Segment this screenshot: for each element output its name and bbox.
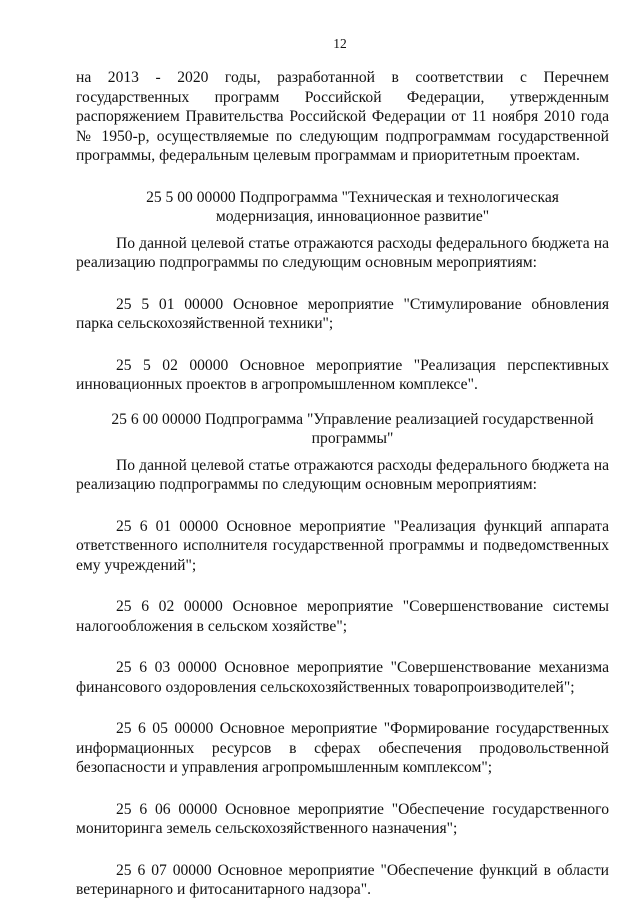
measure-25-6-05: 25 6 05 00000 Основное мероприятие "Формирование государственных информационных ресурсов в сферах обеспечения продовольственной безопасности и управления агропромышленным комплексом"; [76,720,609,776]
measure-25-6-01: 25 6 01 00000 Основное мероприятие "Реализация функций аппарата ответственного исполнителя государственной программы и подведомственных ему учреждений"; [76,517,609,574]
subprogram-heading-25-6: 25 6 00 00000 Подпрограмма "Управление реализацией государственной программы" [111,410,594,447]
subprogram-description-25-5: По данной целевой статье отражаются расходы федерального бюджета на реализацию подпрограммы по следующим основным мероприятиям: [76,234,609,271]
measure-25-5-02: 25 5 02 00000 Основное мероприятие "Реализация перспективных инновационных проектов в агропромышленном комплексе". [76,356,609,393]
measure-25-6-02: 25 6 02 00000 Основное мероприятие "Совершенствование системы налогообложения в сельском хозяйстве"; [76,598,609,635]
measure-25-5-01: 25 5 01 00000 Основное мероприятие "Стимулирование обновления парка сельскохозяйственной техники"; [76,295,609,332]
page-number: 12 [333,36,347,51]
subprogram-description-25-6: По данной целевой статье отражаются расходы федерального бюджета на реализацию подпрограммы по следующим основным мероприятиям: [76,456,609,493]
intro-paragraph: на 2013 - 2020 годы, разработанной в соответствии с Перечнем государственных программ Российской Федерации, утвержденным распоряжением Правительства Российской Федерации от 11 ноября 2010 года № 1950-р, осуществляемые по следующим подпрограммам государственной программы, федеральным целевым программам и приоритетным проектам. [76,69,609,164]
subprogram-heading-25-5: 25 5 00 00000 Подпрограмма "Техническая и технологическая модернизация, инновационное развитие" [146,188,559,225]
document-body [76,68,609,900]
measure-25-6-03: 25 6 03 00000 Основное мероприятие "Совершенствование механизма финансового оздоровления сельскохозяйственных товаропроизводителей"; [76,659,609,696]
measure-25-6-07: 25 6 07 00000 Основное мероприятие "Обеспечение функций в области ветеринарного и фитосанитарного надзора". [76,861,609,898]
measure-25-6-06: 25 6 06 00000 Основное мероприятие "Обеспечение государственного мониторинга земель сельскохозяйственного назначения"; [76,800,609,837]
